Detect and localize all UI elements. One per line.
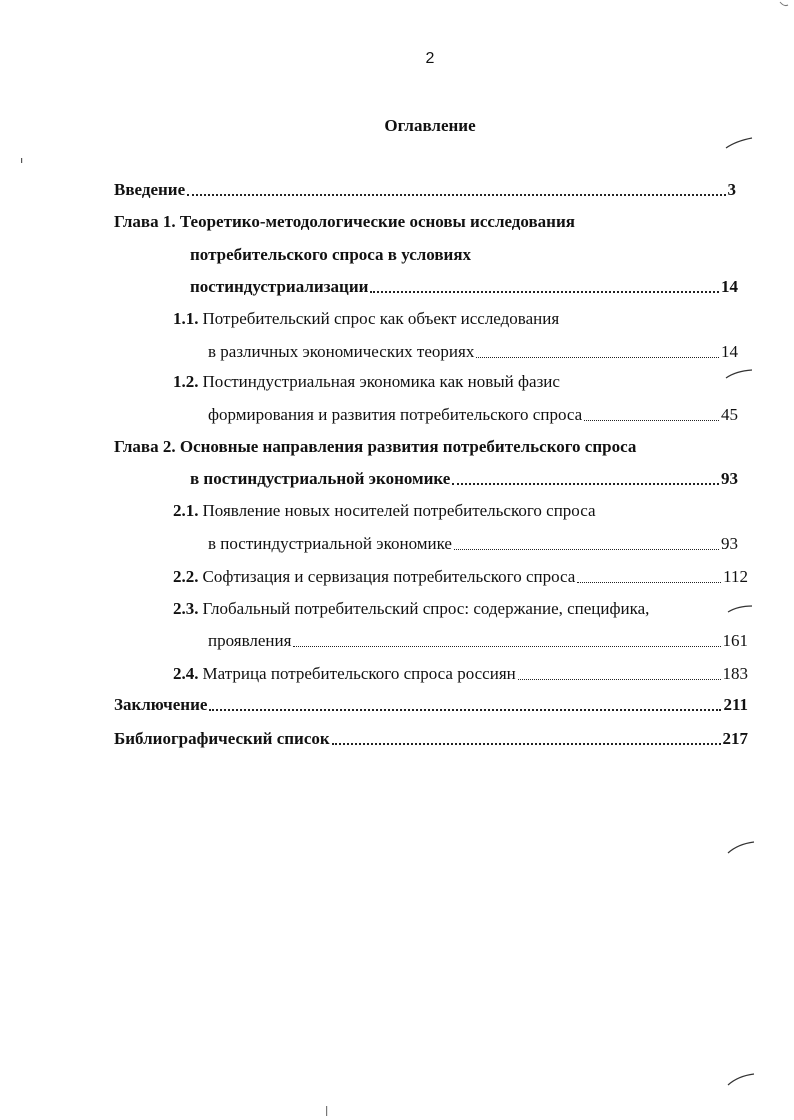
- toc-page: 183: [722, 664, 748, 683]
- toc-entry-bibliography[interactable]: [114, 727, 748, 749]
- toc-page: 93: [721, 469, 738, 488]
- dot-leader: [370, 290, 719, 293]
- pencil-tick-mark: [724, 135, 754, 151]
- toc-label: Глава 2. Основные направления развития потребительского спроса: [114, 437, 637, 456]
- toc-section-number: 1.2.: [173, 372, 199, 391]
- toc-entry-chapter-1-line-1[interactable]: [114, 210, 575, 232]
- toc-label: Введение: [114, 180, 186, 199]
- toc-label: в постиндустриальной экономике: [190, 469, 451, 488]
- toc-entry-1-1-line-2[interactable]: [208, 340, 738, 362]
- dot-leader: [187, 193, 725, 196]
- toc-entry-2-3-line-2[interactable]: [208, 629, 748, 651]
- toc-entry-chapter-2-line-2[interactable]: [190, 467, 738, 489]
- toc-page: 45: [721, 405, 738, 424]
- toc-entry-2-1-line-1[interactable]: [173, 499, 596, 521]
- toc-label: постиндустриализации: [190, 277, 369, 296]
- dot-leader: [476, 356, 719, 358]
- toc-page: 3: [727, 180, 736, 199]
- dot-leader: [454, 548, 719, 550]
- pencil-tick-mark: [726, 600, 756, 616]
- toc-label: Потребительский спрос как объект исследования: [202, 309, 560, 328]
- toc-label: Постиндустриальная экономика как новый фазис: [202, 372, 560, 391]
- scan-speck: [20, 158, 24, 164]
- page-title: Оглавление: [384, 116, 476, 135]
- toc-page: 161: [722, 631, 748, 650]
- toc-entry-chapter-1-line-3[interactable]: [190, 275, 738, 297]
- toc-entry-2-2[interactable]: [173, 565, 748, 587]
- toc-entry-1-1-line-1[interactable]: [173, 307, 559, 329]
- page-number: 2: [425, 50, 435, 67]
- toc-entry-2-4[interactable]: [173, 662, 748, 684]
- pencil-tick-mark: [726, 1070, 756, 1088]
- toc-label: Матрица потребительского спроса россиян: [202, 664, 516, 683]
- toc-entry-1-2-line-2[interactable]: [208, 403, 738, 425]
- toc-label: Библиографический список: [114, 729, 330, 748]
- toc-label: Глобальный потребительский спрос: содержание, специфика,: [202, 599, 650, 618]
- dot-leader: [518, 678, 721, 680]
- toc-page: 14: [721, 342, 738, 361]
- toc-section-number: 2.2.: [173, 567, 199, 586]
- toc-page: 211: [723, 695, 748, 714]
- dot-leader: [293, 645, 720, 647]
- toc-page: 14: [721, 277, 738, 296]
- toc-entry-chapter-1-line-2: [190, 243, 471, 265]
- toc-label: в различных экономических теориях: [208, 342, 475, 361]
- pencil-tick-mark: [726, 838, 756, 856]
- toc-entry-2-3-line-1[interactable]: [173, 597, 649, 619]
- toc-label: формирования и развития потребительского спроса: [208, 405, 583, 424]
- toc-section-number: 1.1.: [173, 309, 199, 328]
- toc-entry-chapter-2-line-1[interactable]: [114, 435, 636, 457]
- toc-section-number: 2.4.: [173, 664, 199, 683]
- pencil-tick-mark: [724, 366, 754, 382]
- scan-speck: [325, 1106, 329, 1118]
- toc-section-number: 2.3.: [173, 599, 199, 618]
- toc-label: проявления: [208, 631, 292, 650]
- toc-label: Глава 1. Теоретико-методологические основы исследования: [114, 212, 575, 231]
- toc-label: потребительского спроса в условиях: [190, 245, 472, 264]
- dot-leader: [452, 482, 719, 485]
- toc-label: Появление новых носителей потребительского спроса: [202, 501, 596, 520]
- toc-entry-2-1-line-2[interactable]: [208, 532, 738, 554]
- toc-entry-intro[interactable]: [114, 178, 736, 200]
- dot-leader: [209, 708, 721, 711]
- toc-label: Софтизация и сервизация потребительского спроса: [202, 567, 576, 586]
- scan-speck: [778, 0, 790, 8]
- toc-page: 112: [723, 567, 748, 586]
- dot-leader: [332, 742, 721, 745]
- toc-page: 93: [721, 534, 738, 553]
- dot-leader: [584, 419, 719, 421]
- toc-label: в постиндустриальной экономике: [208, 534, 452, 553]
- toc-section-number: 2.1.: [173, 501, 199, 520]
- toc-entry-1-2-line-1[interactable]: [173, 370, 560, 392]
- toc-page: 217: [722, 729, 748, 748]
- dot-leader: [577, 581, 721, 583]
- toc-label: Заключение: [114, 695, 208, 714]
- toc-entry-conclusion[interactable]: [114, 693, 748, 715]
